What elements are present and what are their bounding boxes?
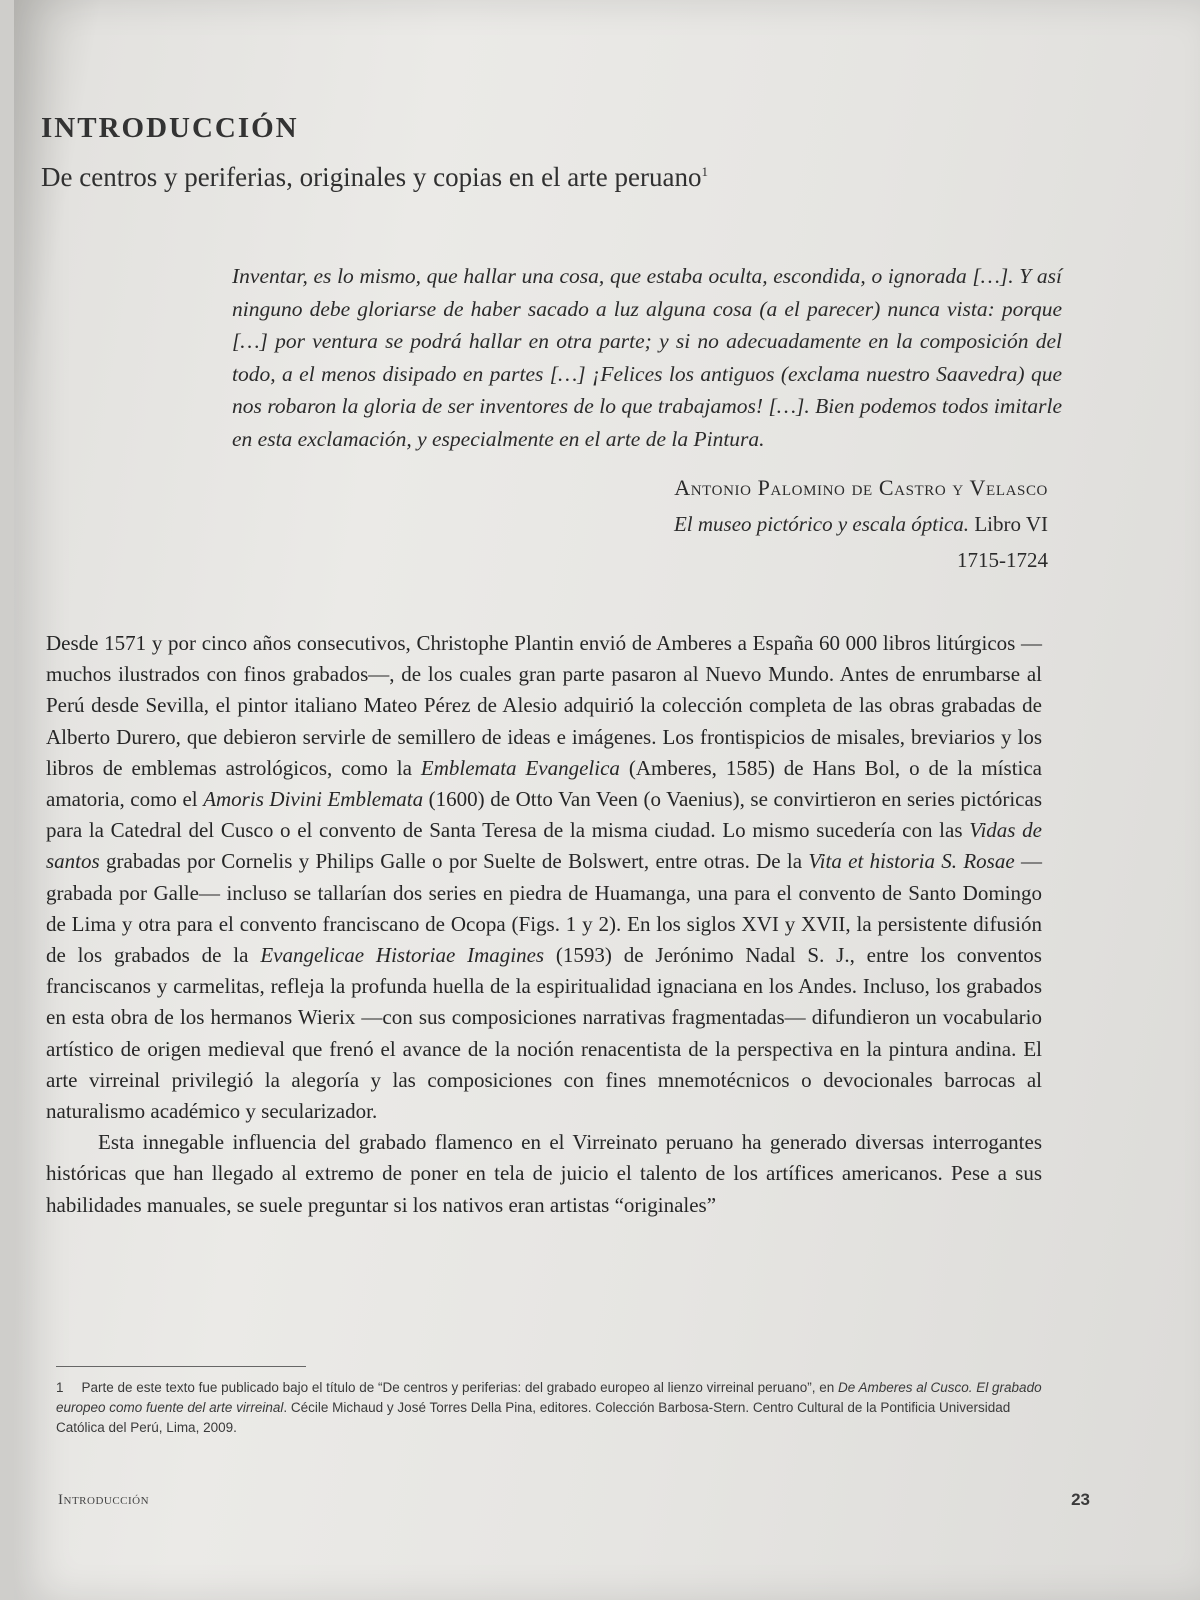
body-paragraph: Esta innegable influencia del grabado flamenco en el Virreinato peruano ha generado diversas interrogantes históricas que han llegado al extremo de poner en tela de juicio el talento de los artífices americanos. Pese a sus habilidades manuales, se suele preguntar si los nativos eran artistas “originales” (46, 1130, 1042, 1217)
chapter-heading: INTRODUCCIÓN (41, 112, 299, 144)
body-text-segment: (1600) de Otto Van Veen (o Vaenius), se convirtieron en series pictóricas para la Catedral del Cusco o el convento de Santa Teresa de la misma ciudad. Lo mismo sucedería con las (46, 787, 1042, 843)
epigraph-dates: 1715-1724 (957, 548, 1048, 572)
body-paragraph (46, 628, 1042, 1127)
running-head: Introducción (58, 1492, 150, 1508)
epigraph-source (674, 506, 1048, 542)
footnote-text-segment: Parte de este texto fue publicado bajo el título de “De centros y periferias: del grabado europeo al lienzo virreinal peruano”, en (81, 1380, 838, 1395)
footnote-divider (56, 1366, 306, 1367)
epigraph-author: Antonio Palomino de Castro y Velasco (674, 475, 1048, 500)
footnote-book-title: De Amberes al Cusco. El grabado europeo como fuente del arte virreinal (56, 1380, 1042, 1415)
book-page (14, 0, 1200, 1600)
body-text-segment: (Amberes, 1585) de Hans Bol, o de la mística amatoria, como el (46, 755, 1043, 812)
body-text-segment: Desde 1571 y por cinco años consecutivos, Christophe Plantin envió de Amberes a España 60 000 libros litúrgicos —muchos ilustrados con finos grabados—, de los cuales gran parte pasaron al Nuevo Mundo. Antes de enrumbarse al Perú desde Sevilla, el pintor italiano Mateo Pérez de Alesio adquirió la colección completa de las obras grabadas de Alberto Durero, que debieron servirle de semillero de ideas e imágenes. Los frontispicios de misales, breviarios y los libros de emblemas astrológicos, como la (46, 631, 1042, 780)
body-text-segment: —grabada por Galle— incluso se tallarían dos series en piedra de Huamanga, una para el convento de Santo Domingo de Lima y otra para el convento franciscano de Ocopa (Figs. 1 y 2). En los siglos XVI y XVII, la persistente difusión de los grabados de la (46, 849, 1043, 968)
footnote-number: 1 (56, 1380, 64, 1395)
body-text-segment: (1593) de Jerónimo Nadal S. J., entre los conventos franciscanos y carmelitas, refleja la profunda huella de la espiritualidad ignaciana en los Andes. Incluso, los grabados en esta obra de los hermanos Wierix —con sus composiciones narrativas fragmentadas— difundieron un vocabulario artístico de origen medieval que frenó el avance de la noción renacentista de la perspectiva en la pintura andina. El arte virreinal privilegió la alegoría y las composiciones con fines mnemotécnicos o devocionales barrocas al naturalismo académico y secularizador. (46, 943, 1042, 1124)
page-number: 23 (1071, 1490, 1090, 1509)
book-title: Vita et historia S. Rosae (808, 849, 1015, 874)
epigraph-attribution (674, 470, 1048, 578)
footnote (56, 1378, 1046, 1438)
subheading-text: De centros y periferias, originales y copias en el arte peruano (41, 162, 702, 192)
chapter-subheading (41, 162, 708, 193)
footnote-reference: 1 (701, 164, 708, 179)
book-title: Evangelicae Historiae Imagines (260, 943, 545, 968)
footnote-text-segment: . Cécile Michaud y José Torres Della Pina, editores. Colección Barbosa-Stern. Centro Cultural de la Pontificia Universidad Católica del Perú, Lima, 2009. (56, 1400, 1011, 1435)
epigraph-work-title: El museo pictórico y escala óptica. (673, 512, 970, 536)
body-text-segment: grabadas por Cornelis y Philips Galle o por Suelte de Bolswert, entre otras. De la (99, 849, 809, 874)
book-title: Emblemata Evangelica (420, 755, 620, 780)
book-title: Vidas de santos (46, 818, 1042, 874)
body-text (46, 628, 1042, 1221)
book-title: Amoris Divini Emblemata (203, 787, 424, 812)
epigraph-work-detail: Libro VI (974, 512, 1048, 536)
epigraph-quote: Inventar, es lo mismo, que hallar una cosa, que estaba oculta, escondida, o ignorada […]. Y así ninguno debe gloriarse de haber sacado a luz alguna cosa (a el parecer) nunca vista: porque […] por ventura se podrá hallar en otra parte; y si no adecuadamente en la composición del todo, a el menos disipado en partes […] ¡Felices los antiguos (exclama nuestro Saavedra) que nos robaron la gloria de ser inventores de lo que trabajamos! […]. Bien podemos todos imitarle en esta exclamación, y especialmente en el arte de la Pintura. (232, 264, 1062, 451)
